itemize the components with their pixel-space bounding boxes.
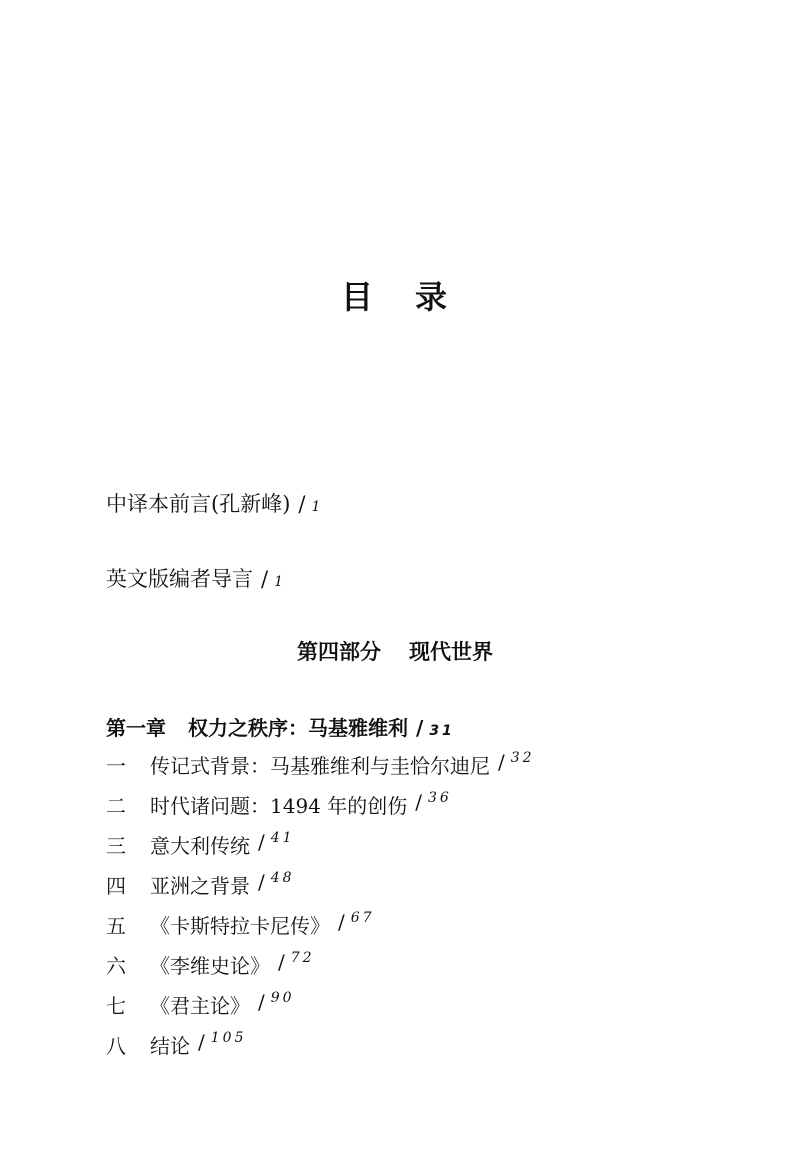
toc-entry-section[interactable]	[106, 790, 706, 830]
part-heading	[0, 636, 790, 666]
chapter-number: 第一章	[106, 716, 166, 740]
toc-separator: /	[338, 910, 345, 934]
section-title: 意大利传统	[150, 834, 250, 858]
toc-entry-section[interactable]	[106, 990, 706, 1030]
toc-separator: /	[258, 870, 265, 894]
toc-page-number: 36	[428, 790, 452, 806]
toc-entry-section[interactable]	[106, 950, 706, 990]
section-list	[106, 750, 706, 1070]
section-number: 四	[106, 874, 126, 898]
section-number: 七	[106, 994, 126, 1018]
section-number: 六	[106, 954, 126, 978]
toc-page-number: 1	[274, 574, 286, 590]
toc-entry-preface[interactable]	[106, 488, 323, 518]
section-number: 二	[106, 794, 126, 818]
section-number: 一	[106, 754, 126, 778]
toc-page-number: 72	[290, 950, 315, 966]
part-name: 现代世界	[409, 640, 493, 664]
section-number: 五	[106, 914, 126, 938]
toc-separator: /	[278, 950, 285, 974]
section-title: 亚洲之背景	[150, 874, 250, 898]
toc-page-number: 67	[350, 910, 375, 926]
toc-separator: /	[198, 1030, 205, 1054]
toc-page-number: 31	[429, 723, 455, 739]
toc-separator: /	[498, 750, 505, 774]
part-number: 第四部分	[297, 640, 381, 664]
chapter-title: 权力之秩序：马基雅维利	[188, 716, 408, 740]
section-title: 传记式背景：马基雅维利与圭恰尔迪尼	[150, 754, 490, 778]
toc-entry-section[interactable]	[106, 830, 706, 870]
section-title: 《君主论》	[150, 994, 250, 1018]
section-title: 时代诸问题：1494 年的创伤	[150, 794, 408, 818]
toc-page-number: 1	[311, 499, 324, 515]
section-title: 结论	[150, 1034, 190, 1058]
toc-separator: /	[261, 567, 269, 591]
toc-entry-section[interactable]	[106, 1030, 706, 1070]
toc-entry-intro[interactable]	[106, 563, 286, 593]
toc-separator: /	[258, 830, 265, 854]
section-number: 八	[106, 1034, 126, 1058]
toc-separator: /	[416, 716, 424, 740]
toc-page-number: 48	[270, 870, 295, 886]
toc-page-number: 105	[210, 1030, 247, 1046]
toc-entry-label: 英文版编者导言	[106, 567, 253, 591]
toc-separator: /	[298, 492, 306, 516]
toc-entry-section[interactable]	[106, 910, 706, 950]
toc-page-number: 32	[510, 750, 535, 766]
toc-entry-section[interactable]	[106, 750, 706, 790]
section-title: 《卡斯特拉卡尼传》	[150, 914, 330, 938]
page-title	[0, 272, 790, 318]
toc-separator: /	[415, 790, 423, 814]
toc-separator: /	[258, 990, 265, 1014]
toc-page-number: 41	[270, 830, 295, 846]
toc-entry-chapter[interactable]	[106, 712, 455, 741]
toc-entry-section[interactable]	[106, 870, 706, 910]
title-char-1: 目	[340, 278, 375, 316]
toc-page-number: 90	[270, 990, 295, 1006]
section-title: 《李维史论》	[150, 954, 270, 978]
section-number: 三	[106, 834, 126, 858]
title-char-2: 录	[415, 278, 450, 316]
toc-entry-label: 中译本前言(孔新峰)	[106, 492, 291, 516]
